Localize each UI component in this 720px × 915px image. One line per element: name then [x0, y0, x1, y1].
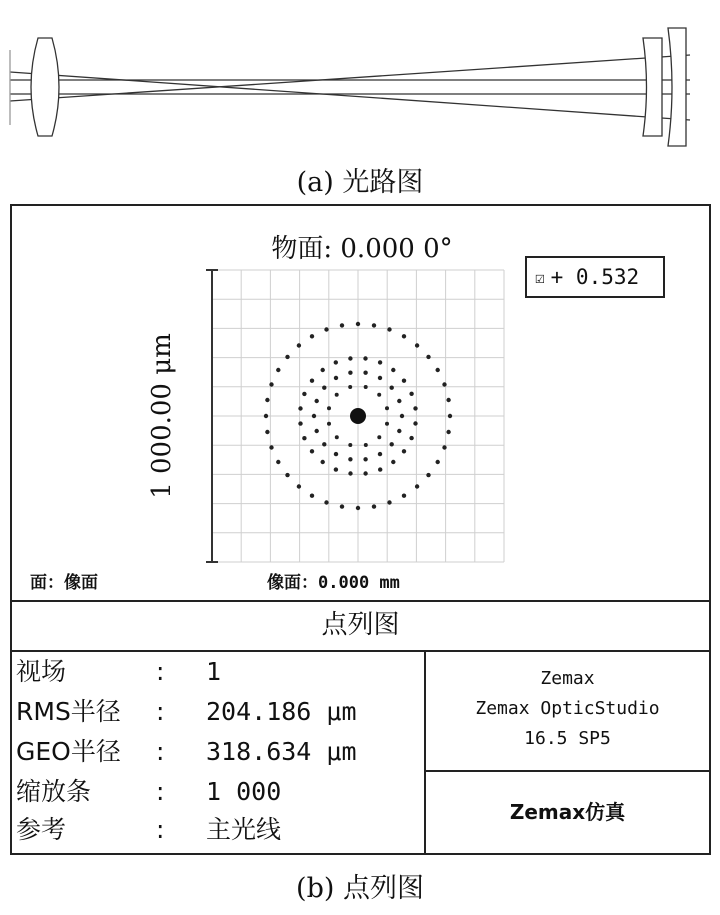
spot-point	[302, 436, 306, 440]
lens-left	[31, 38, 59, 136]
spot-point	[378, 452, 382, 456]
info-colon: :	[156, 777, 165, 806]
spot-point	[409, 436, 413, 440]
simulation-label: Zemax仿真	[509, 800, 626, 824]
spot-point	[378, 467, 382, 471]
spot-point	[402, 334, 406, 338]
spot-point	[409, 392, 413, 396]
spot-point	[402, 494, 406, 498]
scale-bar-label: 1 000.00 μm	[147, 333, 177, 499]
spot-point	[310, 379, 314, 383]
spot-point	[321, 460, 325, 464]
spot-point	[297, 484, 301, 488]
software-line: Zemax OpticStudio	[475, 698, 660, 719]
spot-point	[334, 467, 338, 471]
spot-point	[322, 442, 326, 446]
info-key: RMS半径	[16, 697, 121, 726]
ray-upper	[10, 72, 690, 120]
spot-point	[348, 385, 352, 389]
info-colon: :	[156, 737, 165, 766]
spot-point	[413, 421, 417, 425]
software-line: 16.5 SP5	[524, 728, 611, 749]
diagram-title: 点列图	[12, 600, 709, 652]
spot-point	[265, 430, 269, 434]
spot-point	[372, 323, 376, 327]
spot-point	[363, 457, 367, 461]
lens-right-2	[668, 28, 686, 146]
info-value: 318.634 μm	[206, 737, 357, 766]
spot-point	[391, 460, 395, 464]
surface-label: 面：像面	[30, 573, 98, 593]
spot-point	[400, 414, 404, 418]
spot-point	[415, 484, 419, 488]
spot-point	[363, 371, 367, 375]
spot-point	[446, 398, 450, 402]
spot-point	[387, 500, 391, 504]
spot-point	[310, 494, 314, 498]
spot-point	[276, 460, 280, 464]
info-key: 视场	[16, 657, 67, 686]
spot-point	[348, 471, 352, 475]
spot-point	[413, 406, 417, 410]
spot-diagram-panel	[10, 204, 711, 855]
caption-optical-path: (a) 光路图	[296, 167, 424, 198]
spot-point	[364, 443, 368, 447]
spot-point	[315, 399, 319, 403]
spot-point	[378, 376, 382, 380]
spot-point	[448, 414, 452, 418]
spot-point	[348, 371, 352, 375]
spot-point	[335, 393, 339, 397]
spot-point	[348, 443, 352, 447]
spot-point	[385, 406, 389, 410]
spot-point	[327, 422, 331, 426]
wavelength-legend	[525, 256, 665, 298]
spot-point	[356, 322, 360, 326]
spot-point	[397, 429, 401, 433]
info-value: 主光线	[206, 815, 282, 844]
info-colon: :	[156, 815, 165, 844]
lens-right-1	[643, 38, 662, 136]
spot-point	[385, 422, 389, 426]
spot-point	[264, 414, 268, 418]
spot-point	[285, 473, 289, 477]
chief-ray-spot	[350, 408, 366, 424]
spot-point	[348, 356, 352, 360]
spot-point	[402, 379, 406, 383]
spot-point	[426, 473, 430, 477]
image-plane-label: 像面：0.000 mm	[267, 573, 400, 593]
spot-point	[363, 471, 367, 475]
spot-point	[321, 368, 325, 372]
spot-point	[312, 414, 316, 418]
spot-point	[269, 382, 273, 386]
spot-point	[340, 323, 344, 327]
spot-point	[436, 460, 440, 464]
spot-point	[327, 406, 331, 410]
checkbox-icon: ☑	[535, 267, 545, 287]
spot-point	[315, 429, 319, 433]
caption-spot-diagram: (b) 点列图	[296, 873, 424, 904]
spot-point	[297, 343, 301, 347]
spot-point	[348, 457, 352, 461]
plot-title: 物面: 0.000 0°	[271, 234, 453, 264]
spot-point	[285, 355, 289, 359]
spot-point	[390, 386, 394, 390]
spot-point	[298, 421, 302, 425]
spot-point	[426, 355, 430, 359]
software-line: Zemax	[540, 668, 595, 689]
spot-point	[310, 334, 314, 338]
info-key: GEO半径	[16, 737, 121, 766]
spot-point	[442, 445, 446, 449]
spot-point	[340, 504, 344, 508]
spot-point	[335, 435, 339, 439]
spot-point	[442, 382, 446, 386]
spot-point	[334, 452, 338, 456]
info-colon: :	[156, 697, 165, 726]
spot-point	[364, 385, 368, 389]
spot-point	[372, 504, 376, 508]
spot-point	[402, 449, 406, 453]
spot-point	[391, 368, 395, 372]
spot-point	[363, 356, 367, 360]
spot-point	[324, 500, 328, 504]
info-table	[12, 650, 426, 853]
spot-point	[377, 435, 381, 439]
spot-point	[378, 360, 382, 364]
spot-point	[269, 445, 273, 449]
spot-point	[387, 327, 391, 331]
spot-point	[324, 327, 328, 331]
spot-point	[356, 506, 360, 510]
spot-point	[397, 399, 401, 403]
info-value: 1 000	[206, 777, 282, 806]
spot-point	[298, 406, 302, 410]
spot-point	[415, 343, 419, 347]
spot-point	[334, 360, 338, 364]
spot-point	[390, 442, 394, 446]
spot-point	[265, 398, 269, 402]
info-value: 1	[206, 657, 222, 686]
info-colon: :	[156, 657, 165, 686]
spot-point	[302, 392, 306, 396]
optical-path-diagram	[0, 0, 720, 160]
info-key: 缩放条	[16, 777, 92, 806]
spot-point	[436, 368, 440, 372]
spot-point	[334, 376, 338, 380]
spot-point	[322, 386, 326, 390]
spot-point	[446, 430, 450, 434]
software-info	[426, 650, 709, 772]
spot-point	[310, 449, 314, 453]
legend-label: + 0.532	[550, 265, 640, 289]
spot-point	[276, 368, 280, 372]
info-key: 参考	[16, 815, 67, 844]
info-value: 204.186 μm	[206, 697, 357, 726]
spot-point	[377, 393, 381, 397]
